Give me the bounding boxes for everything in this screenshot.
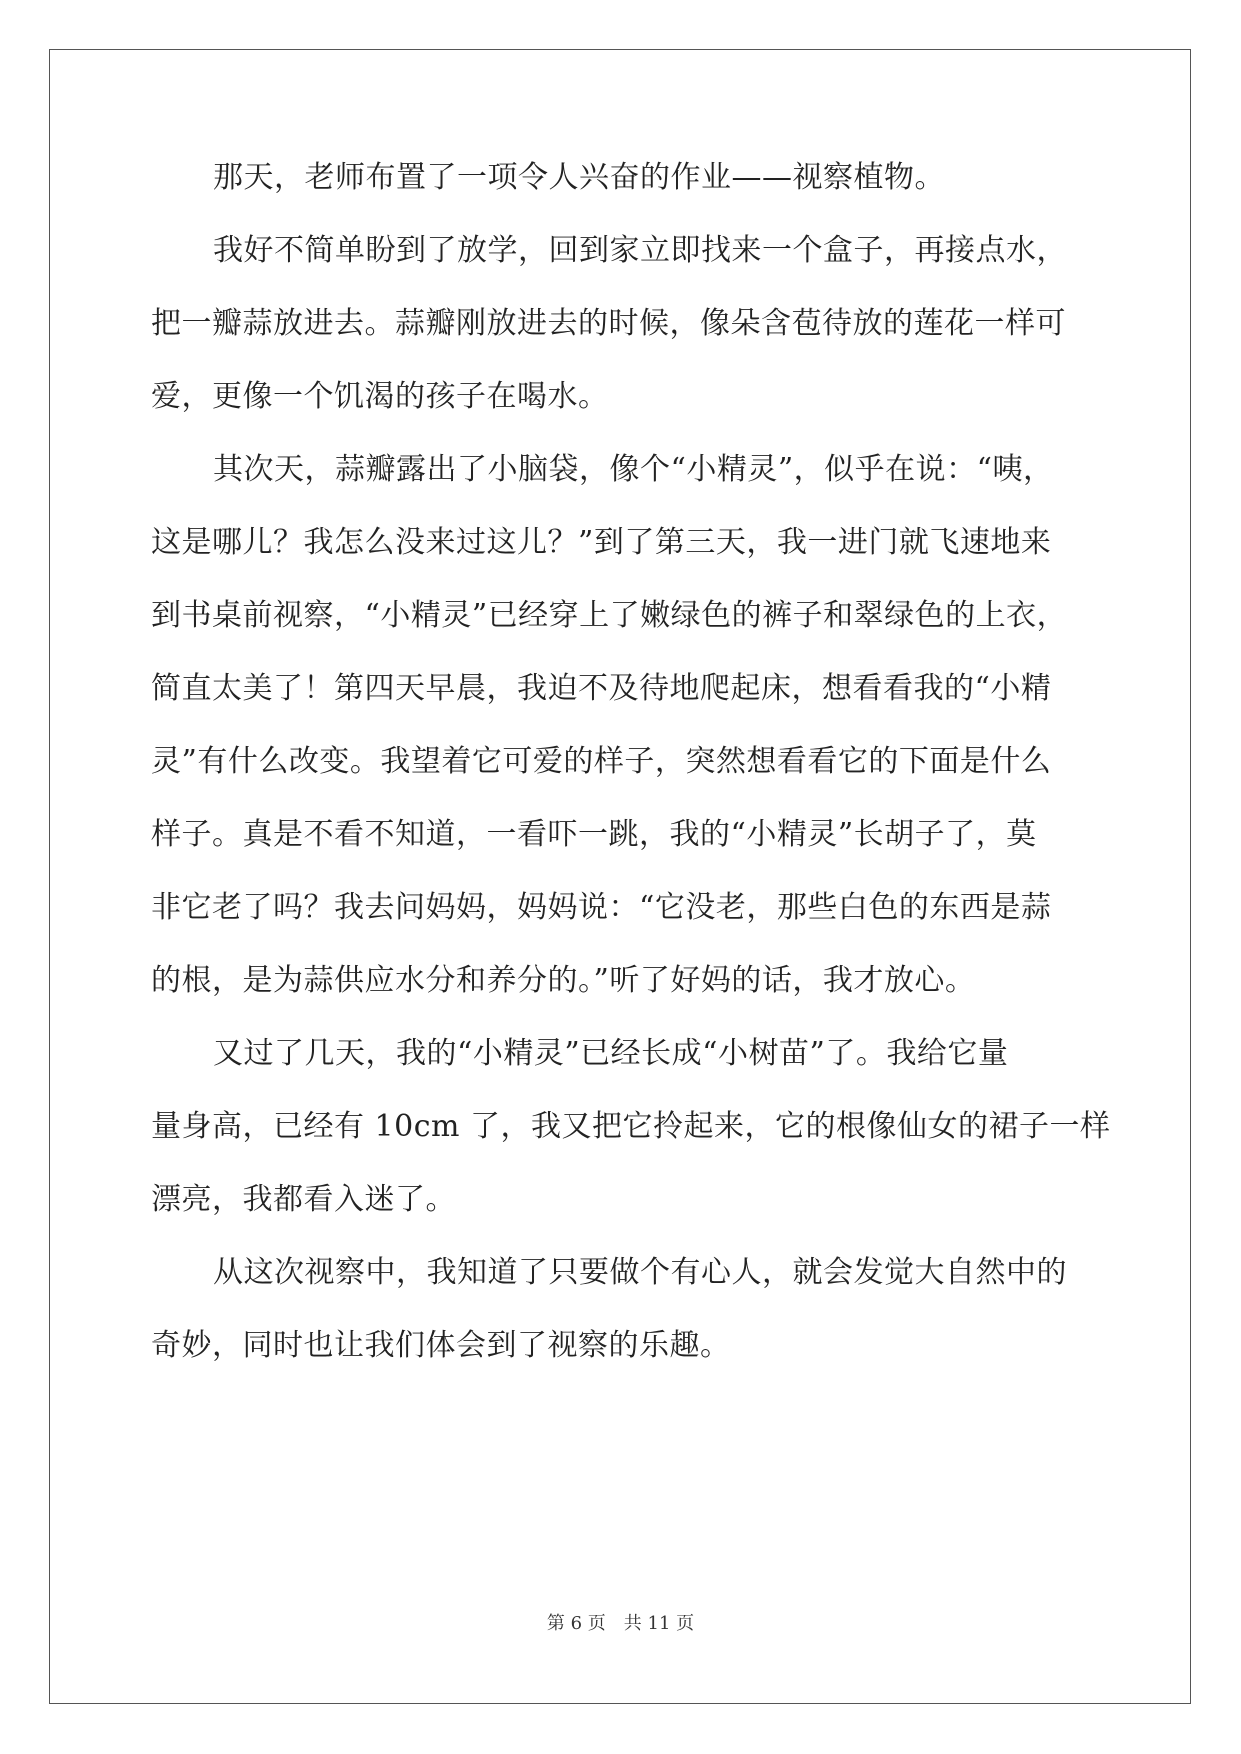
paragraph-3-line-2: 这是哪儿？我怎么没来过这儿？”到了第三天，我一进门就飞速地来 (151, 525, 1052, 560)
page-border (49, 49, 1191, 1704)
paragraph-3-line-8: 的根，是为蒜供应水分和养分的。”听了好妈的话，我才放心。 (151, 963, 976, 998)
paragraph-4-line-3: 漂亮，我都看入迷了。 (151, 1182, 456, 1217)
page-footer (0, 1612, 1241, 1636)
paragraph-5-line-1: 从这次视察中，我知道了只要做个有心人，就会发觉大自然中的 (213, 1255, 1067, 1290)
paragraph-4-line-2: 量身高，已经有 10cm 了，我又把它拎起来，它的根像仙女的裙子一样 (151, 1109, 1111, 1144)
paragraph-3-line-7: 非它老了吗？我去问妈妈，妈妈说：“它没老，那些白色的东西是蒜 (151, 890, 1052, 925)
page-number: 第 6 页 (546, 1613, 606, 1634)
paragraph-4-line-1: 又过了几天，我的“小精灵”已经长成“小树苗”了。我给它量 (213, 1036, 1009, 1071)
paragraph-3-line-4: 简直太美了！第四天早晨，我迫不及待地爬起床，想看看我的“小精 (151, 671, 1052, 706)
paragraph-3-line-1: 其次天，蒜瓣露出了小脑袋，像个“小精灵”，似乎在说：“咦， (213, 452, 1054, 487)
paragraph-3-line-6: 样子。真是不看不知道，一看吓一跳，我的“小精灵”长胡子了，莫 (151, 817, 1037, 852)
total-pages: 共 11 页 (623, 1613, 695, 1634)
paragraph-3-line-3: 到书桌前视察，“小精灵”已经穿上了嫩绿色的裤子和翠绿色的上衣， (151, 598, 1068, 633)
paragraph-5-line-2: 奇妙，同时也让我们体会到了视察的乐趣。 (151, 1328, 731, 1363)
paragraph-1-line-1: 那天，老师布置了一项令人兴奋的作业——视察植物。 (213, 160, 945, 195)
paragraph-2-line-2: 把一瓣蒜放进去。蒜瓣刚放进去的时候，像朵含苞待放的莲花一样可 (151, 306, 1066, 341)
paragraph-3-line-5: 灵”有什么改变。我望着它可爱的样子，突然想看看它的下面是什么 (151, 744, 1052, 779)
paragraph-2-line-1: 我好不简单盼到了放学，回到家立即找来一个盒子，再接点水， (213, 233, 1067, 268)
paragraph-2-line-3: 爱，更像一个饥渴的孩子在喝水。 (151, 379, 609, 414)
